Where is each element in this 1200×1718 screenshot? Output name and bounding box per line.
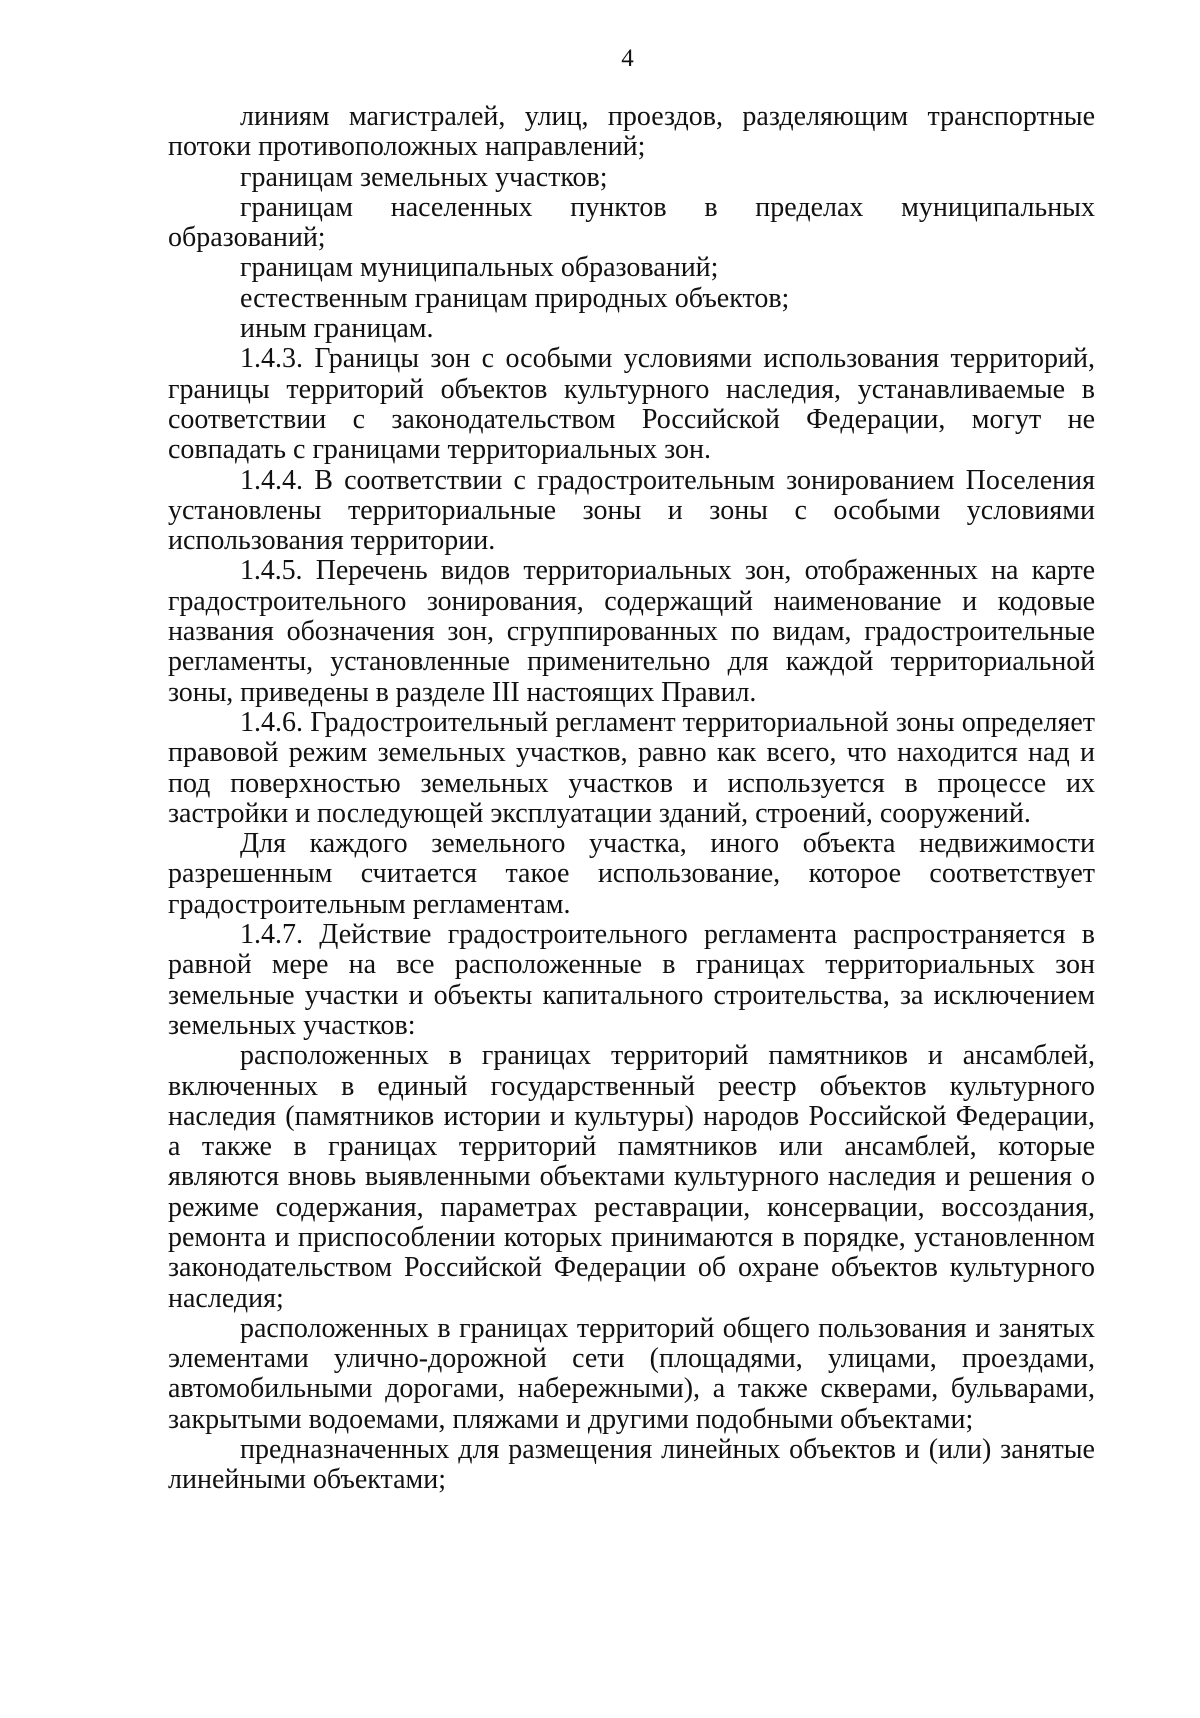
paragraph-section-1-4-3: 1.4.3. Границы зон с особыми условиями использования территорий, границы территорий объектов культурного наследия, устанавливаемые в соответствии с законодательством Российской Федерации, могут не совпадать с границами территориальных зон.: [168, 343, 1095, 466]
paragraph-other-boundaries: иным границам.: [240, 313, 434, 345]
paragraph-municipal-boundaries: границам муниципальных образований;: [240, 252, 719, 284]
document-body: [168, 102, 1095, 1496]
paragraph-section-1-4-5: 1.4.5. Перечень видов территориальных зон, отображенных на карте градостроительного зонирования, содержащий наименование и кодовые названия обозначения зон, сгруппированных по видам, градостроительные регламенты, установленные применительно для каждой территориальной зоны, приведены в разделе III настоящих Правил.: [168, 555, 1095, 708]
paragraph-settlement-boundaries: границам населенных пунктов в пределах муниципальных образований;: [168, 191, 1095, 254]
paragraph-line-boundaries: линиям магистралей, улиц, проездов, разделяющим транспортные потоки противоположных направлений;: [168, 101, 1095, 163]
page-number: 4: [621, 45, 634, 72]
paragraph-exception-linear-objects: предназначенных для размещения линейных объектов и (или) занятые линейными объектами;: [168, 1434, 1095, 1496]
paragraph-section-1-4-7: 1.4.7. Действие градостроительного регламента распространяется в равной мере на все расположенные в границах территориальных зон земельные участки и объекты капитального строительства, за исключением земельных участков:: [168, 919, 1095, 1041]
paragraph-section-1-4-6: 1.4.6. Градостроительный регламент территориальной зоны определяет правовой режим земельных участков, равно как всего, что находится над и под поверхностью земельных участков и используется в процессе их застройки и последующей эксплуатации зданий, строений, сооружений.: [168, 706, 1095, 829]
paragraph-permitted-use: Для каждого земельного участка, иного объекта недвижимости разрешенным считается такое использование, которое соответствует градостроительным регламентам.: [168, 828, 1095, 920]
paragraph-exception-heritage: расположенных в границах территорий памятников и ансамблей, включенных в единый государственный реестр объектов культурного наследия (памятников истории и культуры) народов Российской Федерации, а также в границах территорий памятников или ансамблей, которые являются вновь выявленными объектами культурного наследия и решения о режиме содержания, параметрах реставрации, консервации, воссоздания, ремонта и приспособлении которых принимаются в порядке, установленном законодательством Российской Федерации об охране объектов культурного наследия;: [168, 1040, 1095, 1314]
paragraph-land-plot-boundaries: границам земельных участков;: [240, 161, 608, 193]
paragraph-section-1-4-4: 1.4.4. В соответствии с градостроительным зонированием Поселения установлены территориальные зоны и зоны с особыми условиями использования территории.: [168, 464, 1095, 557]
paragraph-exception-public-use: расположенных в границах территорий общего пользования и занятых элементами улично-дорожной сети (площадями, улицами, проездами, автомобильными дорогами, набережными), а также скверами, бульварами, закрытыми водоемами, пляжами и другими подобными объектами;: [168, 1312, 1095, 1435]
paragraph-natural-boundaries: естественным границам природных объектов;: [240, 282, 790, 314]
